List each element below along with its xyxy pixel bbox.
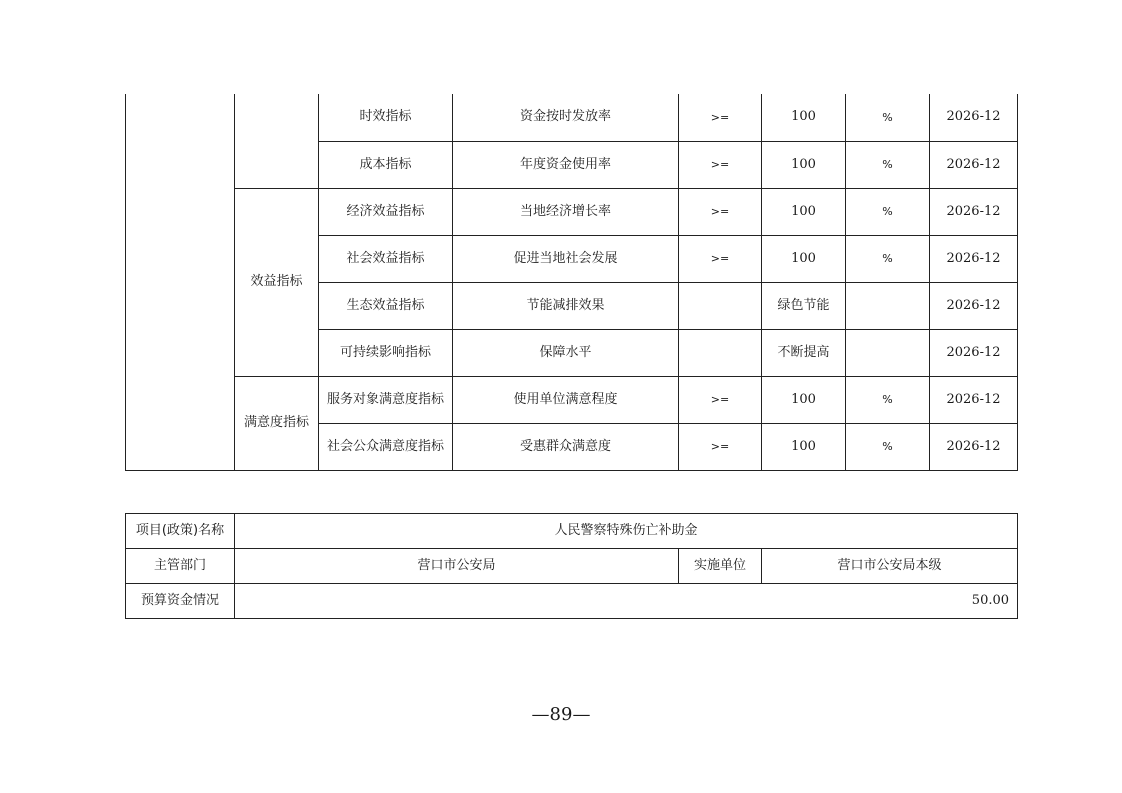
- indicator-name: 节能减排效果: [453, 282, 679, 329]
- third-level-indicator: 可持续影响指标: [319, 329, 453, 376]
- deadline: 2026-12: [930, 376, 1018, 423]
- table-row: [126, 514, 1018, 549]
- target-value: 100: [762, 94, 846, 141]
- unit: %: [846, 188, 930, 235]
- indicator-name: 受惠群众满意度: [453, 423, 679, 470]
- indicator-name: 年度资金使用率: [453, 141, 679, 188]
- indicator-name: 资金按时发放率: [453, 94, 679, 141]
- indicator-name: 保障水平: [453, 329, 679, 376]
- indicator-name: 促进当地社会发展: [453, 235, 679, 282]
- third-level-indicator: 社会公众满意度指标: [319, 423, 453, 470]
- third-level-indicator: 时效指标: [319, 94, 453, 141]
- budget-label: 预算资金情况: [126, 584, 235, 619]
- operator: >=: [679, 188, 762, 235]
- target-value: 100: [762, 376, 846, 423]
- target-value: 100: [762, 235, 846, 282]
- unit: %: [846, 94, 930, 141]
- department-label: 主管部门: [126, 549, 235, 584]
- unit: %: [846, 141, 930, 188]
- table-row: [126, 188, 1018, 235]
- performance-indicator-table: [125, 94, 1018, 471]
- benefit-group-cell: 效益指标: [235, 188, 319, 376]
- operator: >=: [679, 94, 762, 141]
- operator: >=: [679, 376, 762, 423]
- target-value: 100: [762, 188, 846, 235]
- budget-value: 50.00: [235, 584, 1018, 619]
- unit: %: [846, 423, 930, 470]
- unit: [846, 329, 930, 376]
- third-level-indicator: 生态效益指标: [319, 282, 453, 329]
- first-level-cell: [126, 94, 235, 470]
- operator: [679, 282, 762, 329]
- deadline: 2026-12: [930, 282, 1018, 329]
- project-info-table: [125, 513, 1018, 619]
- indicator-name: 当地经济增长率: [453, 188, 679, 235]
- unit: %: [846, 235, 930, 282]
- table-row: [126, 549, 1018, 584]
- project-name-value: 人民警察特殊伤亡补助金: [235, 514, 1018, 549]
- operator: [679, 329, 762, 376]
- target-value: 不断提高: [762, 329, 846, 376]
- deadline: 2026-12: [930, 94, 1018, 141]
- deadline: 2026-12: [930, 235, 1018, 282]
- unit: [846, 282, 930, 329]
- table-row: [126, 376, 1018, 423]
- third-level-indicator: 经济效益指标: [319, 188, 453, 235]
- target-value: 100: [762, 423, 846, 470]
- target-value: 绿色节能: [762, 282, 846, 329]
- department-value: 营口市公安局: [235, 549, 679, 584]
- satisfaction-group-cell: 满意度指标: [235, 376, 319, 470]
- project-name-label: 项目(政策)名称: [126, 514, 235, 549]
- page-number: —89—: [531, 704, 591, 725]
- deadline: 2026-12: [930, 141, 1018, 188]
- deadline: 2026-12: [930, 188, 1018, 235]
- operator: >=: [679, 141, 762, 188]
- operator: >=: [679, 423, 762, 470]
- table-row: [126, 584, 1018, 619]
- output-group-cell: [235, 94, 319, 188]
- table-row: [126, 94, 1018, 141]
- implementing-unit-label: 实施单位: [679, 549, 762, 584]
- target-value: 100: [762, 141, 846, 188]
- implementing-unit-value: 营口市公安局本级: [762, 549, 1018, 584]
- third-level-indicator: 社会效益指标: [319, 235, 453, 282]
- deadline: 2026-12: [930, 423, 1018, 470]
- deadline: 2026-12: [930, 329, 1018, 376]
- unit: %: [846, 376, 930, 423]
- third-level-indicator: 服务对象满意度指标: [319, 376, 453, 423]
- operator: >=: [679, 235, 762, 282]
- indicator-name: 使用单位满意程度: [453, 376, 679, 423]
- third-level-indicator: 成本指标: [319, 141, 453, 188]
